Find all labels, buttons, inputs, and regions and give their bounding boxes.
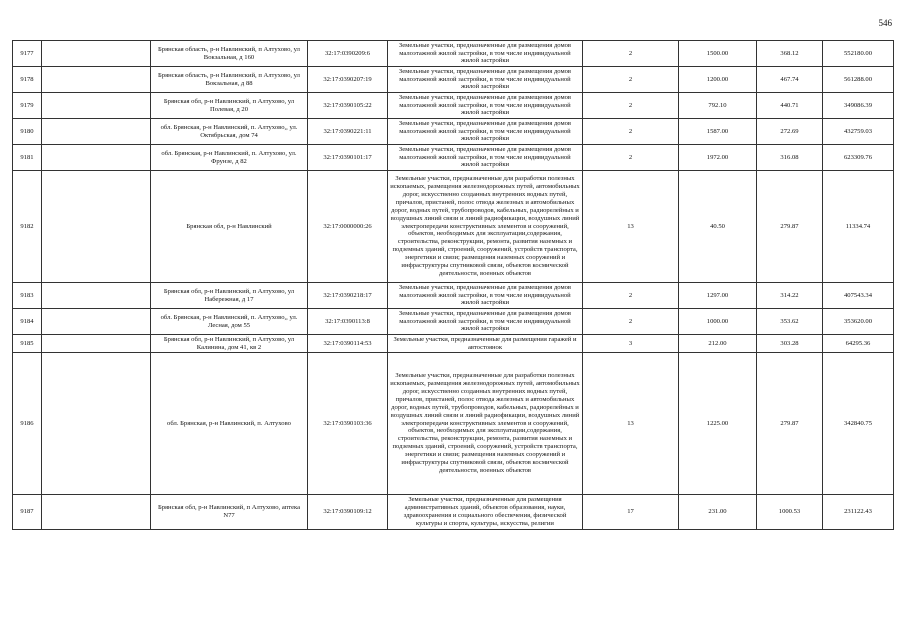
cadastral-number-cell: 32:17:0390105:22 <box>308 93 388 119</box>
use-group-cell: 2 <box>583 145 679 171</box>
cadastral-value-cell: 552180.00 <box>823 41 894 67</box>
empty-cell <box>42 93 151 119</box>
area-cell: 1000.00 <box>679 309 757 335</box>
cadastral-number-cell: 32:17:0390218:17 <box>308 283 388 309</box>
land-use-cell: Земельные участки, предназначенные для размещения домов малоэтажной жилой застройки, в том числе индивидуальной жилой застройки <box>388 41 583 67</box>
use-group-cell: 2 <box>583 309 679 335</box>
cadastral-number-cell: 32:17:0390109:12 <box>308 495 388 530</box>
cadastral-value-cell: 64295.36 <box>823 335 894 353</box>
land-use-cell: Земельные участки, предназначенные для размещения административных зданий, объектов образования, науки, здравоохранения и социального обеспечения, физической культуры и спорта, культуры, искусства, религии <box>388 495 583 530</box>
area-cell: 1200.00 <box>679 67 757 93</box>
address-cell: Брянская обл, р-н Навлинский, п Алтухово, ул Полевая, д 20 <box>151 93 308 119</box>
area-cell: 1587.00 <box>679 119 757 145</box>
use-group-cell: 2 <box>583 41 679 67</box>
use-group-cell: 17 <box>583 495 679 530</box>
address-cell: обл. Брянская, р-н Навлинский, п. Алтухово,, ул. Октябрьская, дом 74 <box>151 119 308 145</box>
row-number: 9187 <box>13 495 42 530</box>
area-cell: 1972.00 <box>679 145 757 171</box>
land-use-cell: Земельные участки, предназначенные для разработки полезных ископаемых, размещения железнодорожных путей, автомобильных дорог, искусственно созданных внутренних водных путей, причалов, пристаней, полос отвода железных и автомобильных дорог, водных путей, трубопроводов, кабельных, радиорелейных и воздушных линий связи и линий радиофикации, воздушных линий электропередачи конструктивных элементов и сооружений, объектов, необходимых для эксплуатации,содержания, строительства, реконструкции, ремонта, развития наземных и подземных зданий, строений, сооружений, устройств транспорта, энергетики и связи; размещения наземных сооружений и инфраструктуры спутниковой связи, объектов космической деятельности, военных объектов <box>388 353 583 495</box>
area-cell: 231.00 <box>679 495 757 530</box>
table-row <box>13 309 894 335</box>
use-group-cell: 3 <box>583 335 679 353</box>
row-number: 9178 <box>13 67 42 93</box>
land-use-cell: Земельные участки, предназначенные для размещения домов малоэтажной жилой застройки, в том числе индивидуальной жилой застройки <box>388 119 583 145</box>
row-number: 9181 <box>13 145 42 171</box>
cadastral-number-cell: 32:17:0390221:11 <box>308 119 388 145</box>
use-group-cell: 2 <box>583 283 679 309</box>
area-cell: 792.10 <box>679 93 757 119</box>
empty-cell <box>42 353 151 495</box>
address-cell: обл. Брянская, р-н Навлинский, п. Алтухово <box>151 353 308 495</box>
cadastral-value-cell: 407543.34 <box>823 283 894 309</box>
cadastral-number-cell: 32:17:0000000:26 <box>308 171 388 283</box>
empty-cell <box>42 145 151 171</box>
row-number: 9179 <box>13 93 42 119</box>
specific-value-cell: 368.12 <box>757 41 823 67</box>
table-row <box>13 119 894 145</box>
specific-value-cell: 279.87 <box>757 171 823 283</box>
land-use-cell: Земельные участки, предназначенные для размещения домов малоэтажной жилой застройки, в том числе индивидуальной жилой застройки <box>388 283 583 309</box>
area-cell: 212.00 <box>679 335 757 353</box>
cadastral-value-cell: 11334.74 <box>823 171 894 283</box>
specific-value-cell: 272.69 <box>757 119 823 145</box>
cadastral-value-cell: 353620.00 <box>823 309 894 335</box>
table-row <box>13 171 894 283</box>
area-cell: 1297.00 <box>679 283 757 309</box>
specific-value-cell: 467.74 <box>757 67 823 93</box>
cadastral-value-cell: 342840.75 <box>823 353 894 495</box>
table-row <box>13 495 894 530</box>
specific-value-cell: 316.08 <box>757 145 823 171</box>
empty-cell <box>42 119 151 145</box>
table-row <box>13 93 894 119</box>
use-group-cell: 2 <box>583 119 679 145</box>
page-number: 546 <box>878 18 892 28</box>
address-cell: Брянская обл, р-н Навлинский, п Алтухово, ул Набережная, д 17 <box>151 283 308 309</box>
specific-value-cell: 314.22 <box>757 283 823 309</box>
cadastral-value-cell: 623309.76 <box>823 145 894 171</box>
use-group-cell: 2 <box>583 67 679 93</box>
table-row <box>13 67 894 93</box>
cadastral-number-cell: 32:17:0390209:6 <box>308 41 388 67</box>
specific-value-cell: 303.28 <box>757 335 823 353</box>
land-registry-table <box>12 40 894 530</box>
address-cell: Брянская обл, р-н Навлинский, п Алтухово, аптека N77 <box>151 495 308 530</box>
land-use-cell: Земельные участки, предназначенные для размещения домов малоэтажной жилой застройки, в том числе индивидуальной жилой застройки <box>388 145 583 171</box>
empty-cell <box>42 41 151 67</box>
specific-value-cell: 279.87 <box>757 353 823 495</box>
row-number: 9186 <box>13 353 42 495</box>
area-cell: 1500.00 <box>679 41 757 67</box>
empty-cell <box>42 283 151 309</box>
address-cell: Брянская область, р-н Навлинский, п Алтухово, ул Вокзальная, д 160 <box>151 41 308 67</box>
table-row <box>13 283 894 309</box>
table-row <box>13 335 894 353</box>
empty-cell <box>42 335 151 353</box>
row-number: 9177 <box>13 41 42 67</box>
empty-cell <box>42 495 151 530</box>
row-number: 9183 <box>13 283 42 309</box>
land-use-cell: Земельные участки, предназначенные для размещения домов малоэтажной жилой застройки, в том числе индивидуальной жилой застройки <box>388 309 583 335</box>
cadastral-number-cell: 32:17:0390114:53 <box>308 335 388 353</box>
area-cell: 1225.00 <box>679 353 757 495</box>
cadastral-number-cell: 32:17:0390207:19 <box>308 67 388 93</box>
cadastral-number-cell: 32:17:0390103:36 <box>308 353 388 495</box>
empty-cell <box>42 171 151 283</box>
address-cell: Брянская обл, р-н Навлинский <box>151 171 308 283</box>
specific-value-cell: 440.71 <box>757 93 823 119</box>
address-cell: обл. Брянская, р-н Навлинский, п. Алтухово,, ул. Лесная, дом 55 <box>151 309 308 335</box>
empty-cell <box>42 309 151 335</box>
use-group-cell: 2 <box>583 93 679 119</box>
cadastral-number-cell: 32:17:0390101:17 <box>308 145 388 171</box>
land-use-cell: Земельные участки, предназначенные для размещения домов малоэтажной жилой застройки, в том числе индивидуальной жилой застройки <box>388 67 583 93</box>
row-number: 9184 <box>13 309 42 335</box>
table-row <box>13 145 894 171</box>
use-group-cell: 13 <box>583 353 679 495</box>
cadastral-value-cell: 432759.03 <box>823 119 894 145</box>
address-cell: обл. Брянская, р-н Навлинский, п. Алтухово, ул. Фрунзе, д 82 <box>151 145 308 171</box>
address-cell: Брянская обл, р-н Навлинский, п Алтухово, ул Калинина, дом 41, кв 2 <box>151 335 308 353</box>
specific-value-cell: 353.62 <box>757 309 823 335</box>
specific-value-cell: 1000.53 <box>757 495 823 530</box>
land-use-cell: Земельные участки, предназначенные для размещения гаражей и автостоянок <box>388 335 583 353</box>
row-number: 9185 <box>13 335 42 353</box>
address-cell: Брянская область, р-н Навлинский, п Алтухово, ул Вокзальная, д 88 <box>151 67 308 93</box>
cadastral-value-cell: 561288.00 <box>823 67 894 93</box>
cadastral-value-cell: 349086.39 <box>823 93 894 119</box>
cadastral-number-cell: 32:17:0390113:8 <box>308 309 388 335</box>
cadastral-value-cell: 231122.43 <box>823 495 894 530</box>
empty-cell <box>42 67 151 93</box>
table-row <box>13 353 894 495</box>
land-use-cell: Земельные участки, предназначенные для разработки полезных ископаемых, размещения железнодорожных путей, автомобильных дорог, искусственно созданных внутренних водных путей, причалов, пристаней, полос отвода железных и автомобильных дорог, водных путей, трубопроводов, кабельных, радиорелейных и воздушных линий связи и линий радиофикации, воздушных линий электропередачи конструктивных элементов и сооружений, объектов, необходимых для эксплуатации,содержания, строительства, реконструкции, ремонта, развития наземных и подземных зданий, строений, сооружений, устройств транспорта, энергетики и связи; размещения наземных сооружений и инфраструктуры спутниковой связи, объектов космической деятельности, военных объектов <box>388 171 583 283</box>
row-number: 9182 <box>13 171 42 283</box>
table-row <box>13 41 894 67</box>
row-number: 9180 <box>13 119 42 145</box>
land-use-cell: Земельные участки, предназначенные для размещения домов малоэтажной жилой застройки, в том числе индивидуальной жилой застройки <box>388 93 583 119</box>
area-cell: 40.50 <box>679 171 757 283</box>
use-group-cell: 13 <box>583 171 679 283</box>
